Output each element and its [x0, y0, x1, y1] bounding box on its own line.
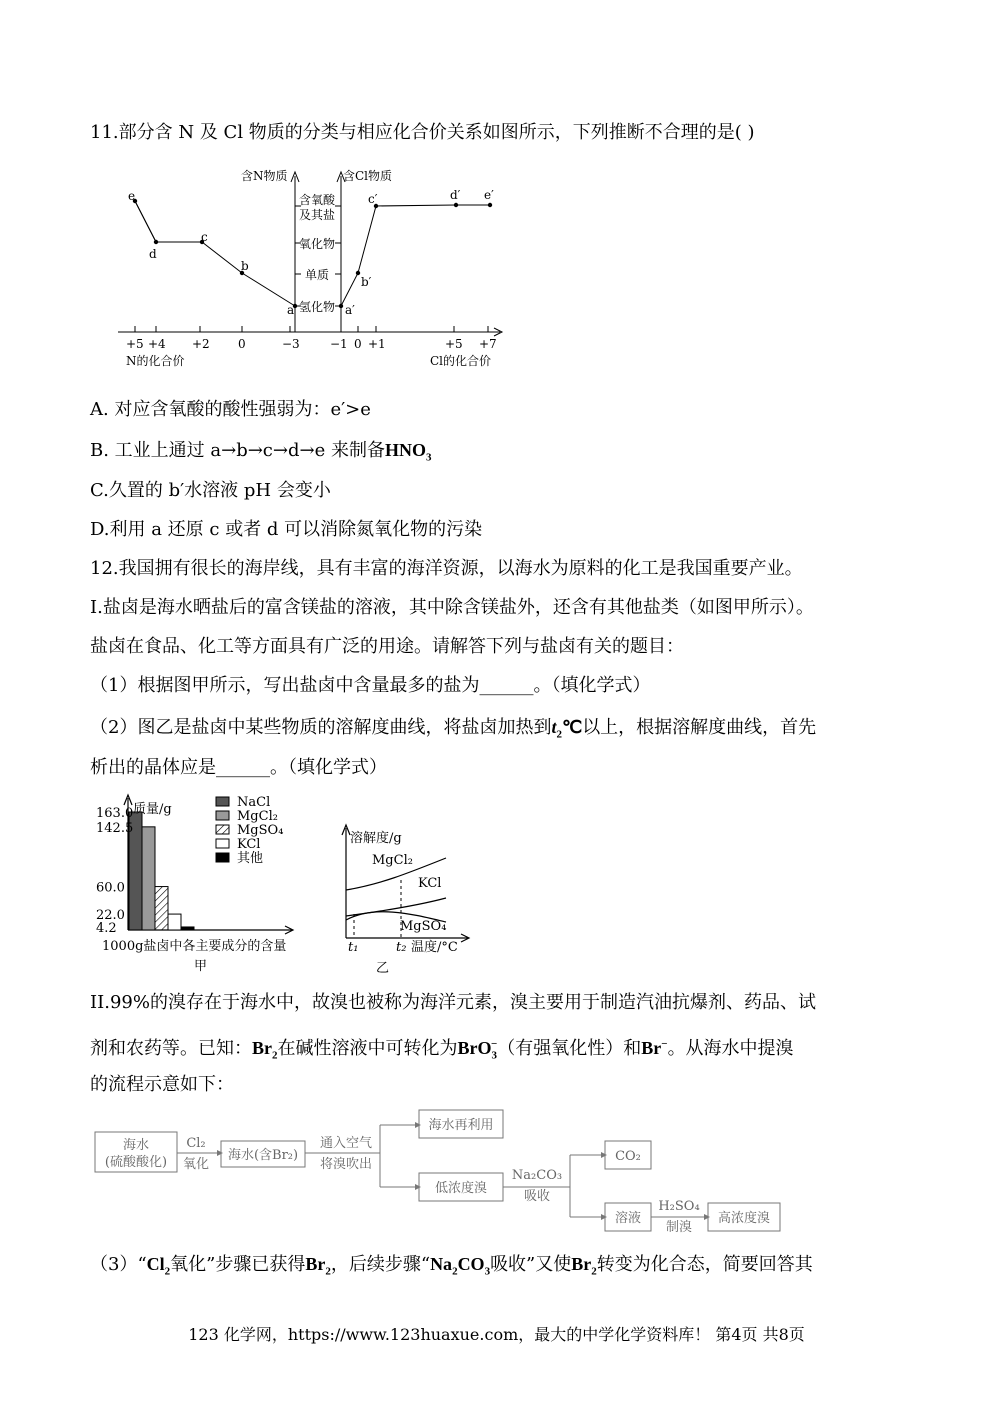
n-tick-0: 0	[238, 337, 246, 351]
q12-part2-line2: 剂和农药等。已知：$Br_2$在碱性溶液中可转化为BrO$_3$−（有强氧化性）和Br−。从海水中提溴	[90, 1038, 794, 1062]
tick-label-3: 22.0	[96, 908, 125, 924]
n-tick-p5: +5	[126, 337, 144, 351]
page-footer: 123 化学网，https://www.123huaxue.com，最大的中学化学资料库！ 第4页 共8页	[188, 1325, 805, 1344]
option-a: A. 对应含氧酸的酸性强弱为：e′>e	[90, 399, 371, 420]
label-mgcl2: MgCl₂	[372, 853, 413, 868]
box-co2-text: CO₂	[615, 1149, 641, 1164]
label-mgso4: MgSO₄	[400, 919, 447, 934]
legend-swatch-1	[216, 811, 229, 820]
step1-top: Cl₂	[186, 1136, 206, 1151]
n-axis-label: N的化合价	[126, 354, 185, 368]
box-seawater-text: 海水	[122, 1138, 150, 1153]
box-reuse-text: 海水再利用	[428, 1118, 494, 1133]
right-axis-title: 含Cl物质	[343, 169, 393, 183]
tick-label-1: 142.5	[96, 820, 134, 836]
point-d-prime	[454, 203, 458, 207]
q12-part2-line3: 的流程示意如下：	[90, 1074, 234, 1095]
bar-1	[142, 827, 155, 930]
cl-tick-p7: +7	[479, 337, 497, 351]
category-oxide: 氧化物	[299, 237, 336, 251]
cl-tick-m1: −1	[330, 337, 348, 351]
label-a-prime: a′	[345, 303, 355, 317]
q12-sub2-line1: （2）图乙是盐卤中某些物质的溶解度曲线，将盐卤加热到$t_2℃$以上，根据溶解度曲线，首先	[90, 717, 817, 741]
legend-swatch-3	[216, 839, 229, 848]
legend-swatch-2	[216, 825, 229, 834]
category-oxyacid: 含氧酸	[299, 193, 336, 207]
box-seawater-sub: (硫酸酸化)	[104, 1155, 168, 1170]
box-high-br-text: 高浓度溴	[717, 1211, 771, 1226]
option-c: C.久置的 b′水溶液 pH 会变小	[90, 480, 331, 501]
q12-stem: 12.我国拥有很长的海岸线，具有丰富的海洋资源，以海水为原料的化工是我国重要产业。	[90, 558, 803, 579]
box-low-br-text: 低浓度溴	[434, 1181, 488, 1196]
q11-stem: 11.部分含 N 及 Cl 物质的分类与相应化合价关系如图所示，下列推断不合理的是( )	[90, 122, 755, 143]
category-salt: 及其盐	[299, 208, 336, 222]
point-e-prime	[488, 203, 492, 207]
point-a-prime	[339, 304, 343, 308]
tick-t2: t₂	[396, 940, 407, 955]
q12-sub1: （1）根据图甲所示，写出盐卤中含量最多的盐为______。（填化学式）	[90, 675, 651, 696]
cl-tick-0: 0	[354, 337, 362, 351]
label-b: b	[241, 259, 249, 273]
cl-tick-p1: +1	[368, 337, 386, 351]
label-c: c	[201, 230, 208, 244]
label-e-prime: e′	[484, 188, 494, 202]
box-solution-text: 溶液	[614, 1211, 642, 1226]
category-hydride: 氢化物	[299, 300, 336, 314]
chart-yi-solubility	[336, 820, 476, 980]
chart-yi-caption: 乙	[376, 961, 390, 976]
tick-label-0: 163.0	[96, 806, 134, 821]
curve-kcl	[346, 898, 446, 916]
label-a: a	[287, 303, 295, 317]
n-tick-m3: −3	[282, 337, 300, 351]
chart-jia-caption: 甲	[194, 959, 208, 974]
q11-valence-figure	[108, 160, 508, 375]
category-element: 单质	[305, 268, 330, 282]
step1-bottom: 氧化	[182, 1157, 210, 1172]
option-b: B. 工业上通过 a→b→c→d→e 来制备$HNO_3$	[90, 440, 432, 464]
label-kcl: KCl	[418, 876, 442, 891]
legend-swatch-4	[216, 853, 229, 862]
bar-3	[168, 914, 181, 930]
legend-swatch-0	[216, 797, 229, 806]
point-d	[154, 240, 158, 244]
n-tick-p4: +4	[148, 337, 166, 351]
chart-yi-ylabel: 溶解度/g	[350, 831, 402, 846]
tick-t1: t₁	[348, 940, 359, 955]
step2-bottom: 将溴吹出	[319, 1157, 373, 1172]
legend-label-4: 其他	[237, 851, 264, 866]
label-e: e	[128, 189, 136, 203]
q12-sub3-line1: $(3)“Cl_2$氧化”步骤已获得$Br_2$，后续步骤“$Na_2CO_3$吸收”又使$Br_2$转变为化合态，简要回答其	[90, 1254, 813, 1278]
chart-jia-ylabel: 质量/g	[133, 802, 172, 817]
step3-top: Na₂CO₃	[511, 1168, 563, 1183]
chart-jia-bar	[96, 790, 320, 980]
label-d-prime: d′	[450, 188, 461, 202]
step3-bottom: 吸收	[523, 1189, 551, 1204]
bar-2	[155, 887, 168, 930]
step4-top: H₂SO₄	[658, 1199, 700, 1214]
left-axis-title: 含N物质	[241, 169, 288, 183]
box-seawater-br2-text: 海水(含Br₂)	[227, 1148, 299, 1163]
q12-sub2-line2: 析出的晶体应是______。（填化学式）	[90, 757, 387, 778]
step4-bottom: 制溴	[665, 1220, 693, 1235]
point-b-prime	[356, 271, 360, 275]
tick-label-2: 60.0	[96, 880, 125, 896]
n-tick-p2: +2	[192, 337, 210, 351]
q12-part1-line2: 盐卤在食品、化工等方面具有广泛的用途。请解答下列与盐卤有关的题目：	[90, 636, 684, 657]
legend-label-0: NaCl	[237, 795, 271, 810]
tick-label-4: 4.2	[96, 920, 117, 936]
chart-jia-title: 1000g盐卤中各主要成分的含量	[102, 939, 287, 954]
label-b-prime: b′	[361, 275, 372, 289]
legend-label-2: MgSO₄	[237, 823, 284, 838]
cl-tick-p5: +5	[445, 337, 463, 351]
q12-part1-line1: I.盐卤是海水晒盐后的富含镁盐的溶液，其中除含镁盐外，还含有其他盐类（如图甲所示）。	[90, 597, 814, 618]
chart-yi-xlabel: 温度/°C	[411, 940, 458, 955]
step2-top: 通入空气	[319, 1136, 373, 1151]
bar-4	[181, 927, 194, 930]
option-d: D.利用 a 还原 c 或者 d 可以消除氮氧化物的污染	[90, 519, 483, 540]
bromine-flow-diagram	[90, 1105, 790, 1240]
legend-label-3: KCl	[237, 837, 261, 852]
q12-part2-line1: II.99%的溴存在于海水中，故溴也被称为海洋元素，溴主要用于制造汽油抗爆剂、药品、试	[90, 992, 816, 1013]
legend-label-1: MgCl₂	[237, 809, 278, 824]
label-d: d	[149, 247, 157, 261]
label-c-prime: c′	[368, 192, 378, 206]
cl-axis-label: Cl的化合价	[430, 354, 492, 368]
